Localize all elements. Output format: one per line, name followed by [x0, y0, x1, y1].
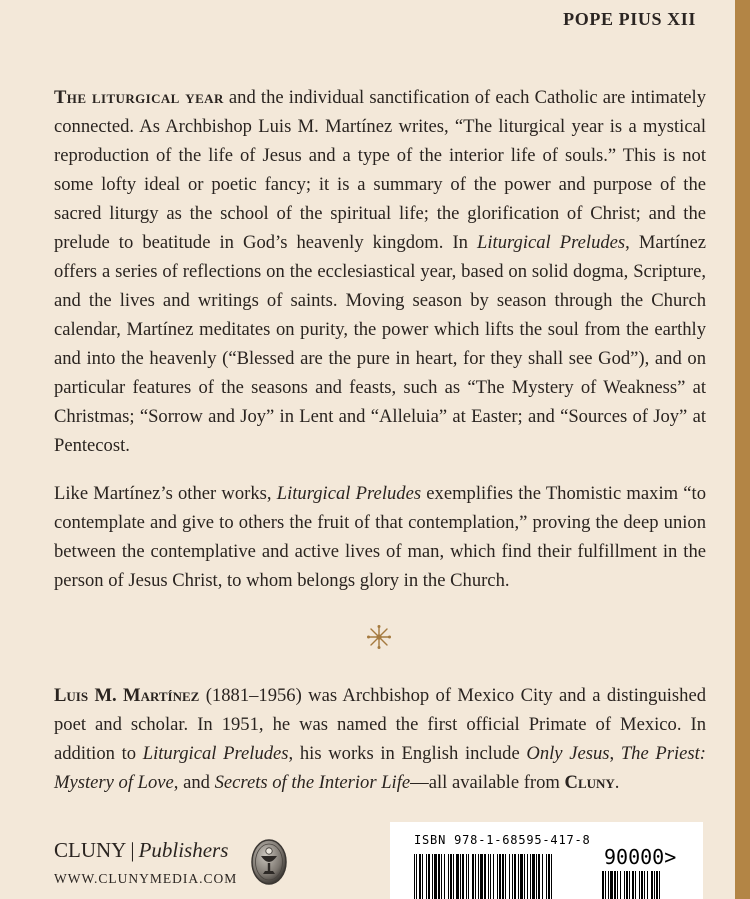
- barcode-bar: [432, 854, 433, 899]
- description-paragraph-1: The liturgical year and the individual sanctification of each Catholic are intimately connected. As Archbishop Luis M. Martínez writes, “The liturgical year is a mystical reproduction of the life of Jesus and a type of the interior life of souls.” This is not some lofty ideal or poetic fancy; it is a summary of the power and purpose of the sacred liturgy as the school of the spiritual life; the glorification of Christ; and the prelude to beatitude in God’s heavenly kingdom. In Liturgical Preludes, Martínez offers a series of reflections on the ecclesiastical year, based on solid dogma, Scripture, and the lives and writings of saints. Moving season by season through the Church calendar, Martínez meditates on purity, the power which lifts the soul from the earthly and into the heavenly (“Blessed are the pure in heart, for they shall see God”), and on particular features of the seasons and feasts, such as “The Mystery of Weakness” at Christmas; “Sorrow and Joy” in Lent and “Alleluia” at Easter; and “Sources of Joy” at Pentecost.: [54, 87, 706, 456]
- book-spine-edge: [735, 0, 750, 899]
- barcode-bar: [456, 854, 459, 899]
- barcode-bar: [536, 854, 537, 899]
- barcode-bar: [548, 854, 550, 899]
- barcode-bar: [512, 854, 513, 899]
- author-bio: Luis M. Martínez (1881–1956) was Archbishop of Mexico City and a distinguished poet and scholar. In 1951, he was named the first official Primate of Mexico. In addition to Liturgical Preludes, his works in English include Only Jesus, The Priest: Mystery of Love, and Secrets of the Interior Life—all available from Cluny.: [54, 685, 706, 793]
- barcode-bar: [624, 871, 625, 899]
- barcode-bar: [532, 854, 535, 899]
- barcode-bar: [530, 854, 531, 899]
- price-code: 90000>: [604, 845, 677, 869]
- barcode-bar: [641, 871, 643, 899]
- barcode-bar: [428, 854, 430, 899]
- isbn-barcode-panel: [390, 822, 703, 899]
- barcode-bar: [450, 854, 452, 899]
- barcode-bar: [644, 871, 645, 899]
- publisher-label: Publishers: [138, 838, 229, 862]
- barcode-bar: [659, 871, 660, 899]
- barcode-bar: [468, 854, 469, 899]
- price-barcode-bars: [602, 871, 692, 899]
- barcode-bar: [441, 854, 442, 899]
- barcode-bar: [610, 871, 613, 899]
- barcode-bar: [444, 854, 445, 899]
- barcode-bar: [453, 854, 454, 899]
- barcode-bar: [434, 854, 437, 899]
- isbn-barcode-bars: [414, 854, 586, 899]
- barcode-bar: [546, 854, 547, 899]
- barcode-bar: [460, 854, 461, 899]
- barcode-bar: [509, 854, 510, 899]
- barcode-bar: [656, 871, 658, 899]
- barcode-bar: [620, 871, 621, 899]
- barcode-bar: [617, 871, 618, 899]
- barcode-bar: [475, 854, 476, 899]
- barcode-bar: [514, 854, 516, 899]
- barcode-bar: [542, 854, 543, 899]
- barcode-bar: [414, 854, 415, 899]
- barcode-bar: [438, 854, 440, 899]
- chalice-seal-icon: [250, 838, 288, 886]
- barcode-bar: [635, 871, 636, 899]
- barcode-bar: [527, 854, 528, 899]
- description-paragraph-2: Like Martínez’s other works, Liturgical Preludes exemplifies the Thomistic maxim “to contemplate and give to others the fruit of that contemplation,” proving the deep union between the contemplative and active lives of man, which find their fulfillment in the person of Jesus Christ, to whom belongs glory in the Church.: [54, 483, 707, 591]
- publisher-mention: Cluny: [564, 772, 615, 793]
- barcode-bar: [626, 871, 628, 899]
- barcode-bar: [605, 871, 606, 899]
- barcode-bar: [462, 854, 464, 899]
- barcode-bar: [426, 854, 427, 899]
- barcode-bar: [524, 854, 525, 899]
- lead-in: The liturgical year: [54, 87, 224, 108]
- barcode-bar: [654, 871, 655, 899]
- barcode-bar: [551, 854, 552, 899]
- barcode-bar: [416, 854, 417, 899]
- barcode-bar: [448, 854, 449, 899]
- barcode-bar: [493, 854, 494, 899]
- series-title: POPE PIUS XII: [563, 9, 696, 29]
- barcode-bar: [480, 854, 483, 899]
- barcode-bar: [651, 871, 653, 899]
- barcode-bar: [497, 854, 498, 899]
- ornament-star-icon: [366, 624, 392, 650]
- publisher-name: CLUNY: [54, 838, 127, 862]
- barcode-bar: [419, 854, 421, 899]
- isbn-number: ISBN 978-1-68595-417-8: [414, 833, 591, 847]
- barcode-bar: [502, 854, 504, 899]
- barcode-bar: [466, 854, 467, 899]
- barcode-bar: [490, 854, 491, 899]
- barcode-bar: [614, 871, 616, 899]
- book-title: Liturgical Preludes: [477, 232, 626, 253]
- barcode-bar: [518, 854, 519, 899]
- barcode-bar: [632, 871, 634, 899]
- barcode-bar: [639, 871, 640, 899]
- barcode-bar: [488, 854, 489, 899]
- barcode-bar: [602, 871, 604, 899]
- author-name: Luis M. Martínez: [54, 685, 200, 706]
- barcode-bar: [499, 854, 501, 899]
- barcode-bar: [629, 871, 630, 899]
- barcode-bar: [505, 854, 506, 899]
- book-title: Liturgical Preludes: [276, 483, 422, 504]
- barcode-bar: [520, 854, 523, 899]
- publisher-website: WWW.CLUNYMEDIA.COM: [54, 871, 238, 886]
- barcode-bar: [608, 871, 609, 899]
- barcode-bar: [484, 854, 486, 899]
- barcode-bar: [538, 854, 540, 899]
- barcode-bar: [647, 871, 648, 899]
- barcode-bar: [472, 854, 474, 899]
- barcode-bar: [478, 854, 479, 899]
- publisher-imprint: CLUNY | Publishers: [54, 838, 229, 862]
- barcode-bar: [422, 854, 423, 899]
